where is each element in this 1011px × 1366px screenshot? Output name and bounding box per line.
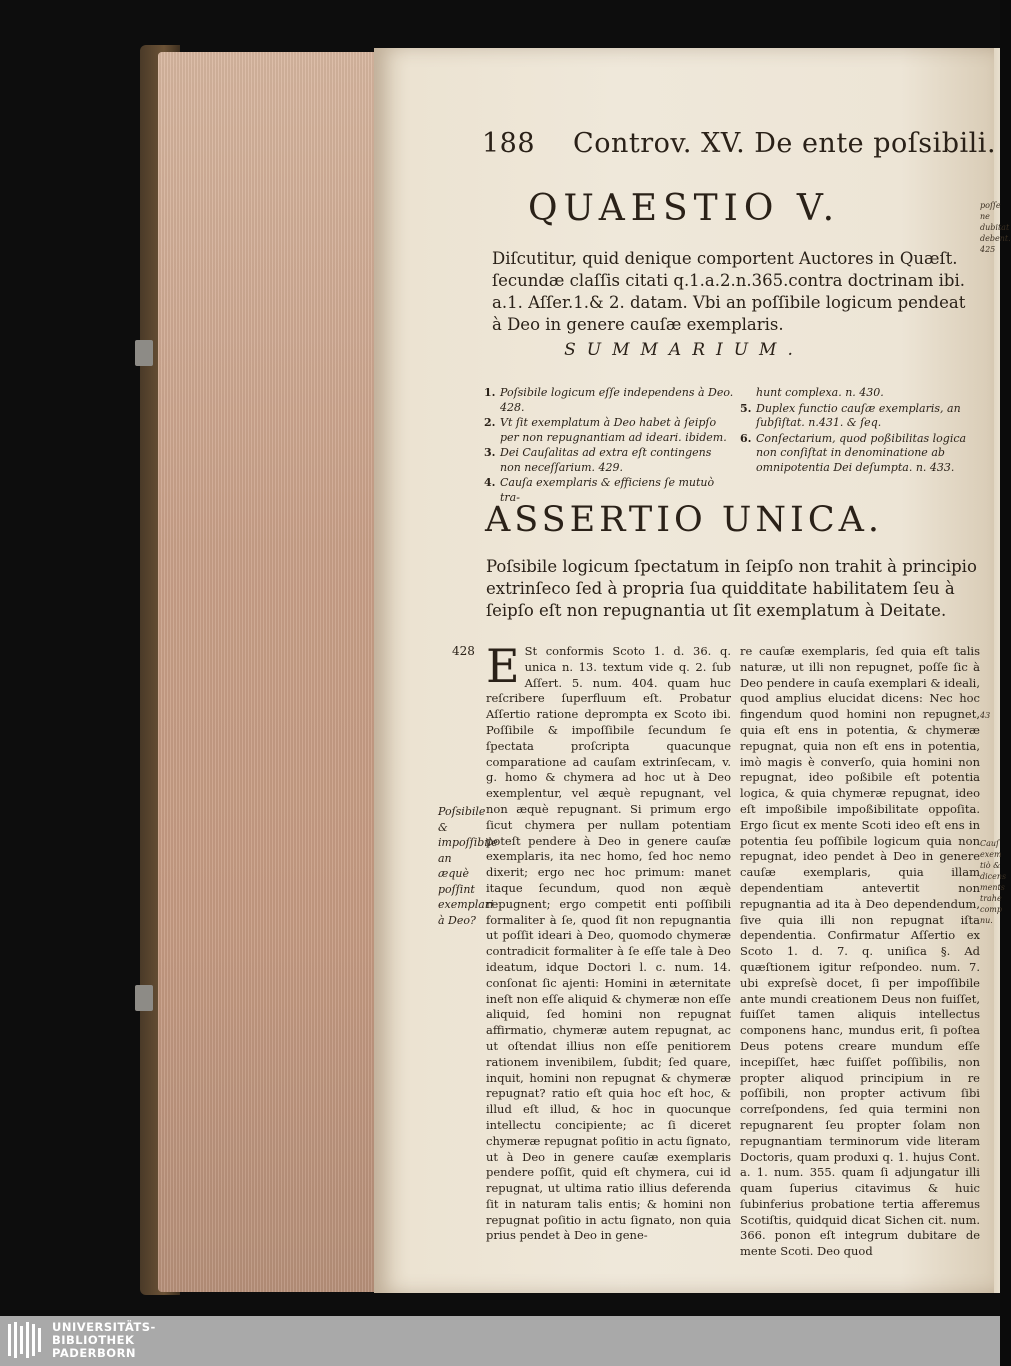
page-header: [482, 128, 996, 159]
summarium-item: 1. Poſsibile logicum eſſe independens à Deo. 428.: [484, 386, 734, 414]
margin-number: 428: [452, 644, 475, 658]
page-number: 188: [482, 128, 536, 159]
body-column-left: [486, 639, 731, 1244]
body-column-right: re cauſæ exemplaris, ſed quia eſt talis naturæ, ut illi non repugnet, poſſe ſic à Deo pendere in cauſa exemplari & ideali, quod amplius elucidat dicens: Nec hoc fingendum quod homini non repugnet, quia eſt ens in potentia, & chymeræ repugnat, quia non eſt ens in potentia, imò magis è converſo, quia homini non repugnat, ideo poßibile eſt potentia logica, & quia chymeræ repugnat, ideo eſt impoßibile impoßibilitate oppoſita. Ergo ſicut ex mente Scoti ideo eſt ens in potentia ſeu poſſibile logicum quia non repugnat, ideo pendet à Deo in genere cauſæ exemplaris, quia illam dependentiam antevertit non repugnantia ad ita à Deo dependendum, ſive quia illi non repugnat iſta dependentia. Confirmatur Aſſertio ex Scoto 1. d. 7. q. uniſica §. Ad quæſtionem igitur reſpondeo. num. 7. ubi expreſsè docet, ſi per impoſſibile ante mundi creationem Deus non fuiſſet, fuiſſet tamen aliquis intellectus componens hanc, mundus erit, ſi poſtea Deus potens creare mundum eſſe incepiſſet, hæc fuiſſet poſſibilis, non propter aliquod principium in re poſſibili, non propter activum ſibi correſpondens, ſed quia termini non repugnarent ſeu propter ſolam non repugnantiam terminorum vide literam Doctoris, quam produxi q. 1. hujus Cont. a. 1. num. 355. quam ſi adjungatur illi quam ſuperius citavimus & huic ſubinferius probatione tertia afferemus Scotiſtis, quidquid dicat Sichen cit. num. 366. ponon eſt integrum dubitare de mente Scoti. Deo quod: [740, 644, 980, 1259]
drop-cap: E: [486, 639, 520, 693]
summarium-right-column: [740, 386, 980, 476]
margin-note: Poſsibile & impoſſibile an æquè poſſint exemplari à Deo?: [438, 805, 498, 927]
body-left-text: St conformis Scoto 1. d. 36. q. unica n. 13. textum vide q. 2. ſub Aſſert. 5. num. 404. quam huc reſcribere ſuperfluum eſt. Probatur Aſſertio ratione deprompta ex Scoto ibi. Poſſibile & impoſſibile ſecundum ſe ſpectata proſcripta quacunque comparatione ad cauſam extrinſecam, v. g. homo & chymera ad hoc ut à Deo exemplentur, vel æquè repugnant, vel non æquè repugnant. Si primum ergo ſicut chymera per nullam potentiam poteſt pendere à Deo in genere cauſæ exemplaris, ita nec homo, ſed hoc nemo dixerit; ergo nec hoc primum: manet itaque ſecundum, quod non æquè repugnent; ergo competit enti poſſibili formaliter à ſe, quod ſit non repugnantia ut poſſit ideari à Deo, quomodo chymeræ contradicit formaliter à ſe eſſe tale à Deo ideatum, idque Doctori l. c. num. 14. conſonat ſic ajenti: Homini in æternitate ineſt non eſſe aliquid & chymeræ non eſſe aliquid, ſed homini non repugnat affirmatio, chymeræ autem repugnat, ac ut oſtendat illius non eſſe penitiorem rationem invenibilem, ſubdit; ſed quare, inquit, homini non repugnat & chymeræ repugnat? ratio eſt quia hoc eſt hoc, & illud eſt illud, & hoc in quocunque intellectu concipiente; ac ſi diceret chymeræ repugnat poſitio in actu ſignato, ut à Deo in genere cauſæ exemplaris pendere poſſit, quid eſt chymera, cui id repugnat, ut ultima ratio illius deferenda ſit in naturam talis entis; & homini non repugnat poſitio in actu ſignato, non quia prius pendet à Deo in gene-: [486, 644, 731, 1243]
summarium-item: 4. Cauſa exemplaris & efficiens ſe mutuò tra-: [484, 476, 715, 504]
summarium-item: 6. Conſectarium, quod poßibilitas logica non conſiſtat in denominatione ab omnipotentia Dei deſumpta. n. 433.: [740, 431, 967, 474]
adjacent-page-text-top: poſſe ne dubitat debent. 425: [980, 201, 1011, 254]
summarium-left-column: [484, 386, 734, 506]
adjacent-page-text-mid: 43: [980, 711, 991, 720]
clasp-icon: [135, 340, 153, 366]
summarium-item: 3. Dei Cauſalitas ad extra eſt contingens non neceſſarium. 429.: [484, 446, 712, 474]
question-title: QUAESTIO V.: [527, 188, 841, 229]
question-description: Diſcutitur, quid denique comportent Auctores in Quæſt. ſecundæ claſſis citati q.1.a.2.n.365.contra doctrinam ibi. a.1. Aſſer.1.& 2. datam. Vbi an poſſibile logicum pendeat à Deo in genere cauſæ exemplaris.: [492, 249, 966, 334]
page-block-edges: [158, 52, 376, 1292]
library-logo-icon: [5, 1318, 45, 1364]
summarium-item: 5. Duplex functio cauſæ exemplaris, an ſubſiſtat. n.431. & ſeq.: [740, 401, 961, 429]
adjacent-page-text-bottom: Cauſ exem tiò & dicens ments trahe comp nu.: [980, 839, 1007, 925]
assertion-text: Poſsibile logicum ſpectatum in ſeipſo non trahit à principio extrinſeco ſed à propria ſua quidditate habilitatem ſeu à ſeipſo eſt non repugnantia ut ſit exemplatum à Deitate.: [486, 557, 977, 620]
summarium-item: hunt complexa. n. 430.: [756, 386, 884, 399]
summarium-item: 2. Vt ſit exemplatum à Deo habet à ſeipſo per non repugnantiam ad ideari. ibidem.: [484, 416, 727, 444]
assertion-title: ASSERTIO UNICA.: [484, 500, 884, 540]
library-name: UNIVERSITÄTS- BIBLIOTHEK PADERBORN: [52, 1320, 156, 1360]
running-title: Controv. XV. De ente poſsibili.: [573, 128, 997, 159]
clasp-icon: [135, 985, 153, 1011]
summarium-heading: SUMMARIUM.: [564, 340, 804, 360]
